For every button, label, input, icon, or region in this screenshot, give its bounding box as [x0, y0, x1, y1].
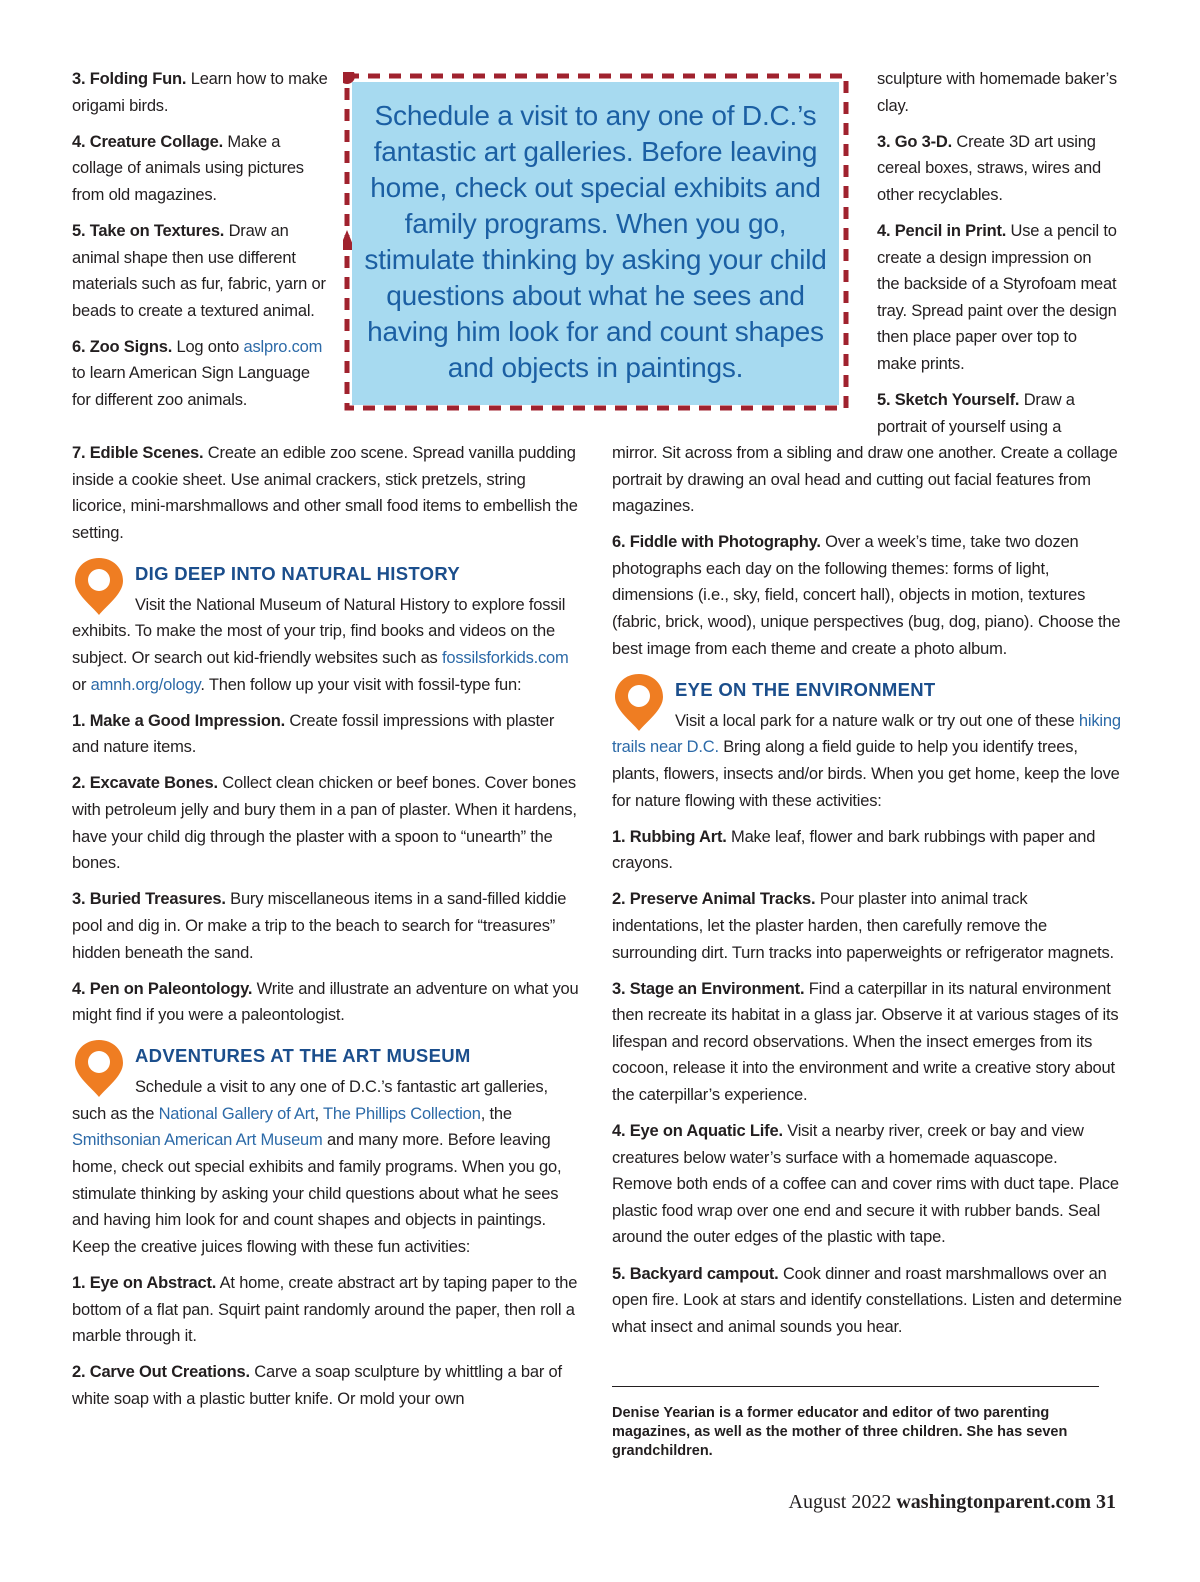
list-item: 1. Make a Good Impression. Create fossil impressions with plaster and nature items.: [72, 711, 555, 757]
list-item: 3. Go 3-D. Create 3D art using cereal boxes, straws, wires and other recyclables.: [877, 132, 1101, 204]
aslpro-link[interactable]: aslpro.com: [243, 337, 323, 356]
list-item: 3. Buried Treasures. Bury miscellaneous items in a sand-filled kiddie pool and dig in. Or make a trip to the beach to search for “treasures” hidden beneath the sand.: [72, 890, 567, 962]
list-item: 5. Sketch Yourself. Draw a portrait of yourself using a: [877, 391, 1075, 436]
section-title: EYE ON THE ENVIRONMENT: [675, 678, 936, 700]
section-intro: Visit a local park for a nature walk or try out one of these hiking trails near D.C. Bring along a field guide to help you identify trees, plants, flowers, insects and/or birds. When you get home, keep the love for nature flowing with these activities:: [612, 711, 1121, 810]
list-item: 5. Backyard campout. Cook dinner and roast marshmallows over an open fire. Look at stars and identify constellations. Listen and determine what insect and animal sounds you hear.: [612, 1264, 1122, 1336]
list-item: 5. Take on Textures. Draw an animal shape then use different materials such as fur, fabric, yarn or beads to create a textured animal.: [72, 221, 326, 320]
page-number: 31: [1091, 1491, 1116, 1513]
map-pin-icon: [72, 556, 126, 616]
natural-history-heading: [72, 556, 582, 592]
list-item: 3. Folding Fun. Learn how to make origami birds.: [72, 70, 328, 115]
left-main-column: [72, 440, 582, 1422]
list-item: 6. Zoo Signs. Log onto aslpro.com to learn American Sign Language for different zoo animals.: [72, 337, 323, 410]
environment-heading: [612, 672, 1122, 708]
list-item: 2. Carve Out Creations. Carve a soap sculpture by whittling a bar of white soap with a plastic butter knife. Or mold your own: [72, 1363, 562, 1408]
smithsonian-art-link[interactable]: Smithsonian American Art Museum: [72, 1131, 323, 1150]
list-item: 2. Excavate Bones. Collect clean chicken or beef bones. Cover bones with petroleum jelly and bury them in a pan of plaster. When it hardens, have your child dig through the plaster with a spoon to “unearth” the bones.: [72, 774, 577, 873]
map-pin-icon: [612, 672, 666, 732]
list-item: 4. Pen on Paleontology. Write and illustrate an adventure on what you might find if you were a paleontologist.: [72, 979, 579, 1025]
art-museum-heading: [72, 1038, 582, 1074]
amnh-ology-link[interactable]: amnh.org/ology: [90, 675, 201, 694]
list-item: 4. Pencil in Print. Use a pencil to create a design impression on the backside of a Styrofoam meat tray. Spread paint over the design then place paper over top to make prints.: [877, 221, 1117, 373]
list-item-continued: mirror. Sit across from a sibling and draw one another. Create a collage portrait by drawing an oval head and cutting out facial features from magazines.: [612, 444, 1118, 516]
author-bio: Denise Yearian is a former educator and editor of two parenting magazines, as well as the mother of three children. She has seven grandchildren.: [612, 1405, 1068, 1459]
list-item: 4. Creature Collage. Make a collage of animals using pictures from old magazines.: [72, 132, 304, 204]
national-gallery-link[interactable]: National Gallery of Art: [158, 1104, 315, 1123]
divider: [612, 1386, 1099, 1387]
list-item: 4. Eye on Aquatic Life. Visit a nearby river, creek or bay and view creatures below water’s surface with a homemade aquascope. Remove both ends of a coffee can and cover rims with duct tape. Place plastic food wrap over one end and secure it with rubber bands. Seal around the outer edges of the plastic with tape.: [612, 1122, 1119, 1247]
list-item: 3. Stage an Environment. Find a caterpillar in its natural environment then recreate its habitat in a glass jar. Observe it at various stages of its lifespan and record observations. When the insect emerges from its cocoon, release it into the environment and write a creative story about the caterpillar’s experience.: [612, 979, 1119, 1104]
section-intro: Schedule a visit to any one of D.C.’s fantastic art galleries, such as the National Gallery of Art, The Phillips Collection, the Smithsonian American Art Museum and many more. Before leaving home, check out special exhibits and family programs. When you go, stimulate thinking by asking your child questions about what he sees and having him look for and count shapes and objects in paintings. Keep the creative juices flowing with these fun activities:: [72, 1078, 562, 1256]
section-title: DIG DEEP INTO NATURAL HISTORY: [135, 562, 460, 584]
list-item: 2. Preserve Animal Tracks. Pour plaster into animal track indentations, let the plaster harden, then carefully remove the surrounding dirt. Turn tracks into paperweights or refrigerator magnets.: [612, 890, 1114, 962]
list-item: 1. Rubbing Art. Make leaf, flower and bark rubbings with paper and crayons.: [612, 827, 1096, 873]
section-title: ADVENTURES AT THE ART MUSEUM: [135, 1045, 471, 1067]
pull-quote: Schedule a visit to any one of D.C.’s fantastic art galleries. Before leaving home, check out special exhibits and family programs. When you go, stimulate thinking by asking your child questions about what he sees and having him look for and count shapes and objects in paintings.: [364, 100, 827, 383]
list-item-continued: sculpture with homemade baker’s clay.: [877, 70, 1117, 115]
list-item: 6. Fiddle with Photography. Over a week’s time, take two dozen photographs each day on the following themes: forms of light, dimensions (i.e., sky, field, concert hall), objects in motion, textures (fabric, brick, wood), unique perspectives (bug, dog, piano). Choose the best image from each theme and create a photo album.: [612, 533, 1121, 658]
map-pin-icon: [72, 1038, 126, 1098]
section-intro: Visit the National Museum of Natural History to explore fossil exhibits. To make the most of your trip, find books and videos on the subject. Or search out kid-friendly websites such as fossilsforkids.com or amnh.org/ology. Then follow up your visit with fossil-type fun:: [72, 595, 569, 694]
right-top-column: [877, 66, 1117, 440]
site-name: washingtonparent.com: [896, 1491, 1091, 1513]
phillips-collection-link[interactable]: The Phillips Collection: [322, 1104, 481, 1123]
fossilsforkids-link[interactable]: fossilsforkids.com: [441, 649, 569, 668]
page-folio: August 2022 washingtonparent.com 31: [788, 1491, 1116, 1513]
hiking-trails-link[interactable]: hiking trails near D.C.: [612, 711, 1121, 757]
left-top-column: [72, 66, 330, 423]
list-item: 7. Edible Scenes. Create an edible zoo scene. Spread vanilla pudding inside a cookie sheet. Use animal crackers, stick pretzels, string licorice, mini-marshmallows and other small food items to embellish the setting.: [72, 444, 578, 542]
list-item: 1. Eye on Abstract. At home, create abstract art by taping paper to the bottom of a flat pan. Squirt paint randomly around the paper, then roll a marble through it.: [72, 1273, 578, 1346]
right-main-column: [612, 440, 1122, 1350]
